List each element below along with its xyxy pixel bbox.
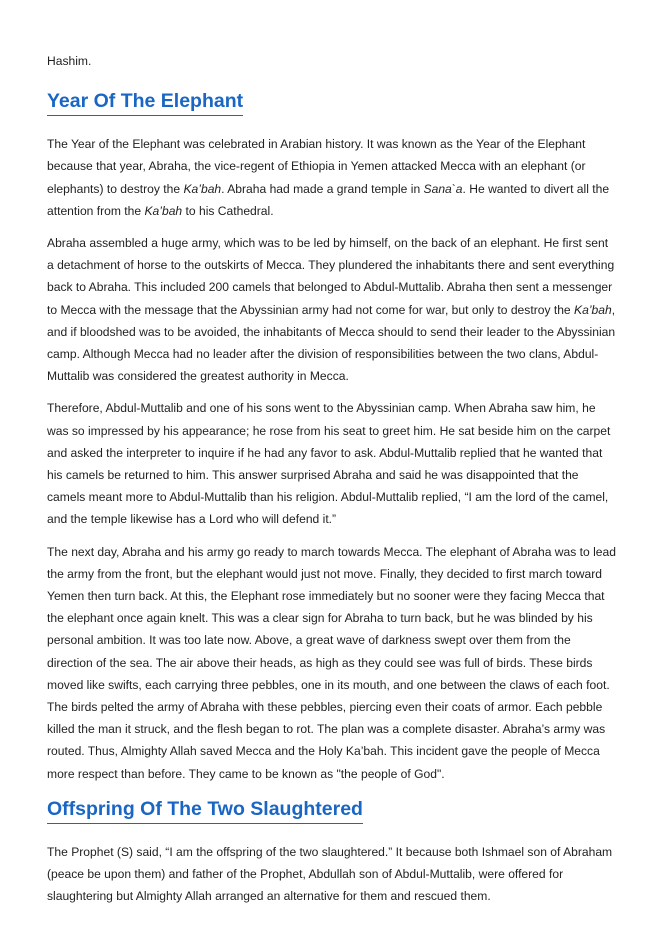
text-run: The next day, Abraha and his army go ready to march towards Mecca. The elephant of Abraha was to lead the army from the front, but the elephant would just not move. Finally, they decided to first march toward Yemen then turn back. At this, the Elephant rose immediately but no sooner were they facing Mecca that the elephant once again knelt. This was a clear sign for Abraha to turn back, but he was blinded by his personal ambition. It was too late now. Above, a great wave of darkness swept over them from the direction of the sea. The air above their heads, as high as they could see was full of birds. These birds moved like swifts, each carrying three pebbles, one in its mouth, and one between the claws of each foot. The birds pelted the army of Abraha with these pebbles, piercing even their coats of armor. Each pebble killed the man it struck, and the flesh began to rot. The plan was a complete disaster. Abraha’s army was routed. Thus, Almighty Allah saved Mecca and the Holy Ka’bah. This incident gave the people of Mecca more respect than before. They came to be known as "the people of God". [47, 544, 616, 781]
text-run: Abraha assembled a huge army, which was to be led by himself, on the back of an elephant. He first sent a detachment of horse to the outskirts of Mecca. They plundered the inhabitants there and sent everything back to Abraha. This included 200 camels that belonged to Abdul-Muttalib. Abraha then sent a messenger to Mecca with the message that the Abyssinian army had not come for war, but only to destroy the [47, 236, 615, 317]
text-run: . He wanted to divert all the attention from the [47, 181, 610, 218]
document-page [47, 50, 617, 918]
text-run: to his Cathedral. [182, 203, 274, 218]
lead-text: Hashim. [47, 54, 92, 68]
text-run: , and if bloodshed was to be avoided, the inhabitants of Mecca should to send their leader to the Abyssinian camp. Although Mecca had no leader after the division of responsibilities between the two clans, Abdul-Muttalib was considered the greatest authority in Mecca. [47, 302, 616, 384]
section-heading: Offspring Of The Two Slaughtered [47, 797, 363, 824]
italic-term: Sana`a [423, 181, 463, 196]
paragraph [47, 841, 617, 908]
italic-term: Ka’bah [144, 203, 183, 218]
section-year-of-elephant [47, 89, 617, 785]
section-heading: Year Of The Elephant [47, 89, 243, 116]
paragraph [47, 397, 617, 530]
italic-term: Ka’bah [183, 181, 222, 196]
text-run: The Prophet (S) said, “I am the offspring of the two slaughtered.” It because both Ishmael son of Abraham (peace be upon them) and father of the Prophet, Abdullah son of Abdul-Muttalib, were offered for slaughtering but Almighty Allah arranged an alternative for them and rescued them. [47, 844, 613, 904]
text-run: The Year of the Elephant was celebrated in Arabian history. It was known as the Year of the Elephant because that year, Abraha, the vice-regent of Ethiopia in Yemen attacked Mecca with an elephant (or elephants) to destroy the [47, 137, 586, 196]
section-offspring [47, 797, 617, 908]
text-run: Therefore, Abdul-Muttalib and one of his sons went to the Abyssinian camp. When Abraha saw him, he was so impressed by his appearance; he rose from his seat to greet him. He sat beside him on the carpet and asked the interpreter to inquire if he had any favor to ask. Abdul-Muttalib replied that he wanted that his camels be returned to him. This answer surprised Abraha and said he was disappointed that the camels meant more to Abdul-Muttalib than his religion. Abdul-Muttalib replied, “I am the lord of the camel, and the temple likewise has a Lord who will defend it.” [47, 401, 611, 527]
text-run: . Abraha had made a grand temple in [221, 181, 424, 196]
paragraph [47, 133, 617, 222]
italic-term: Ka’bah [574, 302, 612, 317]
paragraph [47, 541, 617, 785]
paragraph [47, 232, 617, 387]
